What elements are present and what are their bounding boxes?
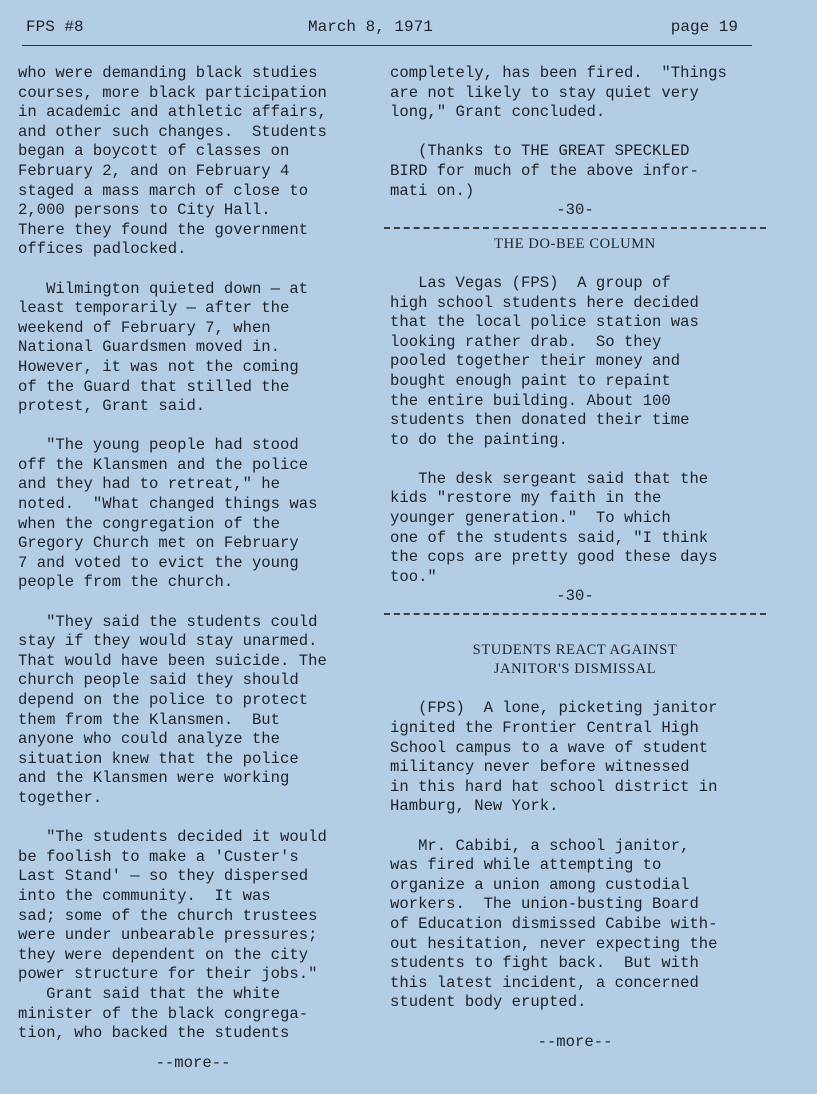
thanks-note: (Thanks to THE GREAT SPECKLED BIRD for much of the above infor- mati on.) — [390, 142, 699, 200]
story3-paragraph-1: (FPS) A lone, picketing janitor ignited the Frontier Central High School campus to a wave of student militancy never before witnessed in this hard hat school district in Hamburg, New York. — [390, 699, 718, 816]
left-paragraph-6: Grant said that the white minister of the black congrega- tion, who backed the students — [18, 984, 309, 1043]
page-number: page 19 — [670, 18, 738, 36]
story3-paragraph-2: Mr. Cabibi, a school janitor, was fired while attempting to organize a union among custodial workers. The union-busting Board of Education dismissed Cabibe with- out hesitation, never expecting the students to fight back. But with this latest incident, a concerned student body erupted. — [390, 836, 718, 1012]
left-paragraph-1: who were demanding black studies courses, more black participation in academic and athletic affairs, and other such changes. Students began a boycott of classes on February 2, and on February 4 staged a mass march of close to 2,000 persons to City Hall. There they found the government offices padlocked. — [18, 64, 327, 259]
end-marker-2: -30- — [556, 587, 594, 606]
story3-title-line-2: JANITOR'S DISMISSAL — [493, 661, 657, 678]
dashed-divider-2 — [384, 613, 766, 615]
left-paragraph-5: "The students decided it would be foolish to make a 'Custer's Last Stand' — so they dispersed into the community. It was sad; some of the church trustees were under unbearable pressures; they were dependent on the city power structure for their jobs." — [18, 828, 327, 984]
left-paragraph-3: "The young people had stood off the Klansmen and the police and they had to retreat," he noted. "What changed things was when the congregation of the Gregory Church met on February 7 and voted to evict the young people from the church. — [18, 436, 318, 592]
story2-title: THE DO-BEE COLUMN — [494, 235, 656, 252]
left-paragraph-4: "They said the students could stay if they would stay unarmed. That would have been suicide. The church people said they should depend on the police to protect them from the Klansmen. But anyone who could analyze the situation knew that the police and the Klansmen were working together. — [18, 612, 327, 807]
left-paragraph-2: Wilmington quieted down — at least temporarily — after the weekend of February 7, when National Guardsmen moved in. However, it was not the coming of the Guard that stilled the protest, Grant said. — [18, 279, 309, 416]
right-more-marker: --more-- — [537, 1032, 613, 1051]
page-header — [26, 16, 750, 42]
left-more-marker: --more-- — [155, 1053, 231, 1072]
right-column — [390, 64, 760, 1052]
story3-title-line-1: STUDENTS REACT AGAINST — [472, 641, 678, 658]
left-column — [18, 64, 368, 1073]
story2-paragraph-1: Las Vegas (FPS) A group of high school students here decided that the local police station was looking rather drab. So they pooled together their money and bought enough paint to repaint the entire building. About 100 students then donated their time to do the painting. — [390, 273, 699, 449]
end-marker-1: -30- — [556, 201, 594, 220]
dashed-divider-1 — [384, 227, 766, 229]
issue-date: March 8, 1971 — [308, 18, 433, 36]
story2-paragraph-2: The desk sergeant said that the kids "restore my faith in the younger generation." To which one of the students said, "I think the cops are pretty good these days too." — [390, 469, 718, 586]
right-paragraph-1: completely, has been fired. "Things are not likely to stay quiet very long," Grant concluded. — [390, 64, 727, 122]
header-rule — [22, 45, 752, 46]
publication-id: FPS #8 — [26, 18, 84, 36]
